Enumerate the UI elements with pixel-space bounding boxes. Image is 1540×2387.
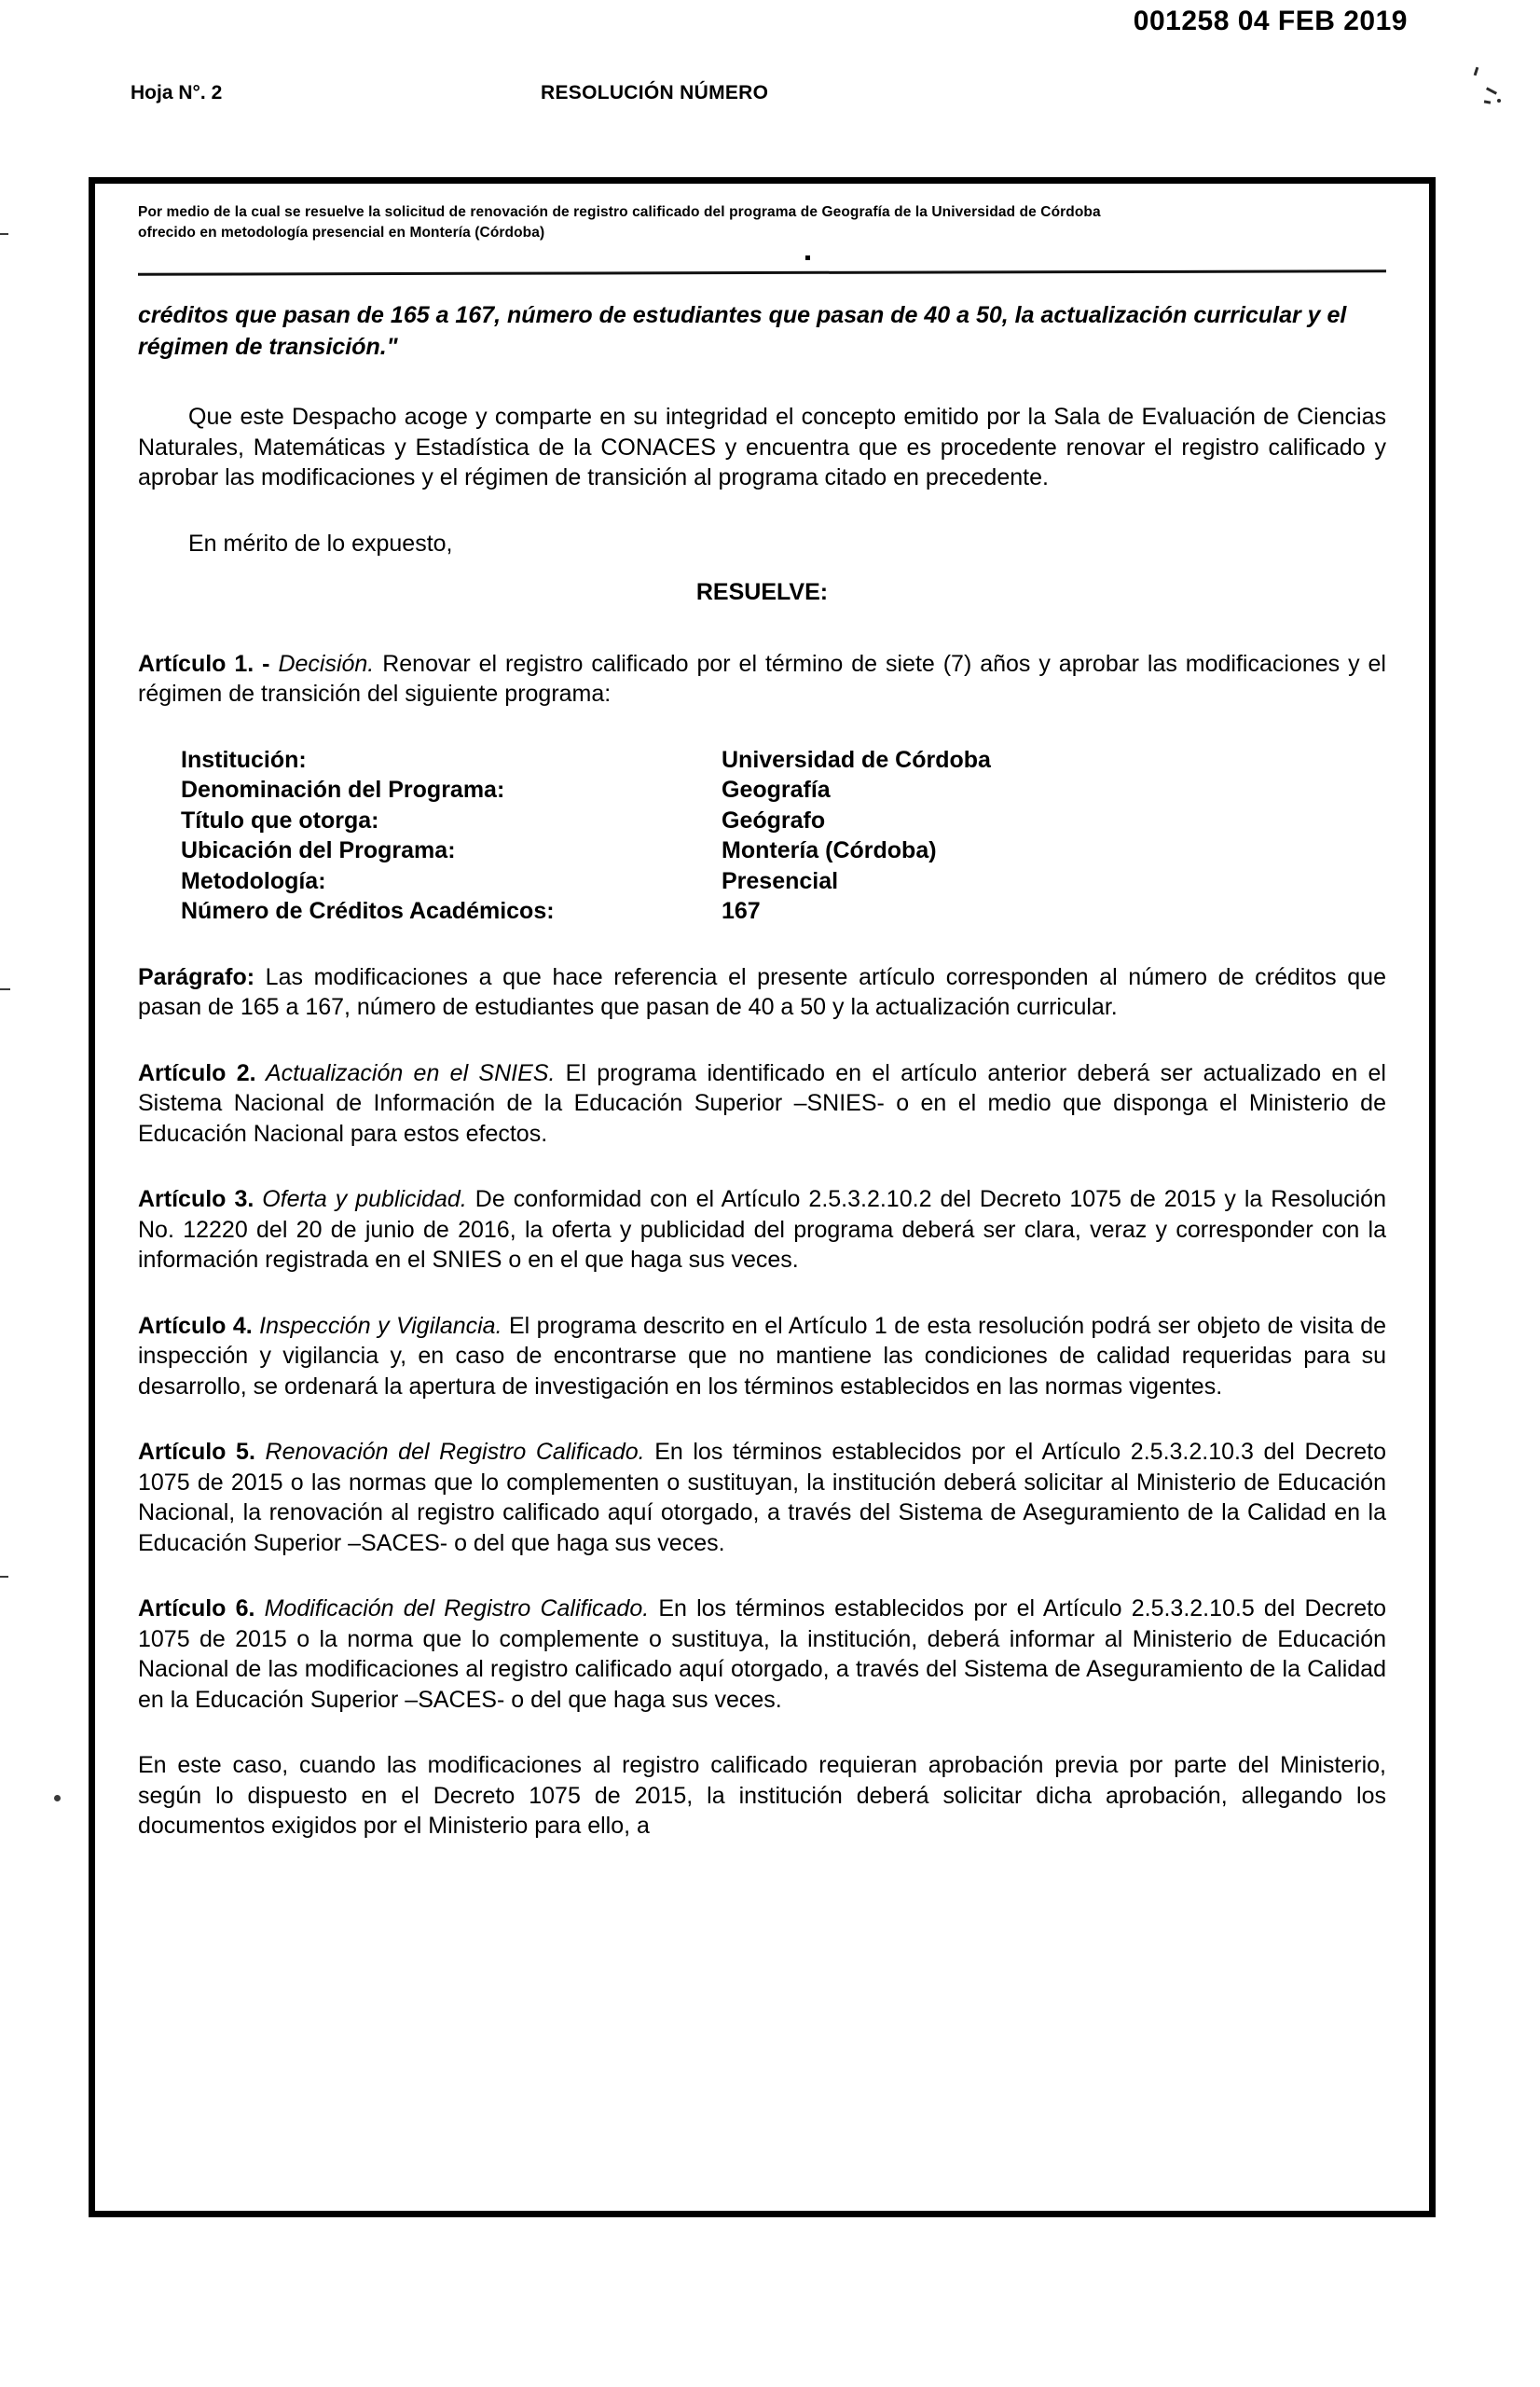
articulo-6 <box>138 1594 1386 1715</box>
table-row <box>138 745 991 776</box>
ink-speck <box>54 1795 61 1801</box>
program-field-value: Presencial <box>722 867 839 894</box>
page-header-row <box>0 82 1540 114</box>
program-field-label: Ubicación del Programa: <box>181 837 456 863</box>
articulo-5-text: En los términos establecidos por el Artículo 2.5.3.2.10.3 del Decreto 1075 de 2015 o las normas que lo complementen o sustituyan, la institución deberá solicitar al Ministerio de Educación Nacional, la renovación al registro calificado aquí otorgado, a través del Sistema de Aseguramiento de la Calidad en la Educación Superior –SACES- o del que haga sus veces. <box>138 1439 1386 1556</box>
articulo-3-number: Artículo 3. <box>138 1186 254 1212</box>
ink-speck <box>805 255 810 260</box>
articulo-6-number: Artículo 6. <box>138 1595 255 1621</box>
program-details-body <box>138 745 991 927</box>
paragrafo-text: Las modificaciones a que hace referencia el presente artículo corresponden al número de créditos que pasan de 165 a 167, número de estudiantes que pasan de 40 a 50 y la actualización curricular. <box>138 963 1386 1020</box>
quoted-fragment: créditos que pasan de 165 a 167, número de estudiantes que pasan de 40 a 50, la actualización curricular y el régimen de transición." <box>138 302 1347 360</box>
table-row <box>138 866 991 897</box>
closing-paragraph: En este caso, cuando las modificaciones al registro calificado requieran aprobación previa por parte del Ministerio, según lo dispuesto en el Decreto 1075 de 2015, la institución deberá solicitar dicha aprobación, allegando los documentos exigidos por el Ministerio para ello, a <box>138 1752 1386 1839</box>
program-field-label: Número de Créditos Académicos: <box>181 898 555 924</box>
articulo-3 <box>138 1184 1386 1276</box>
articulo-6-text: En los términos establecidos por el Artículo 2.5.3.2.10.5 del Decreto 1075 de 2015 o la norma que lo complemente o sustituya, la institución, deberá informar al Ministerio de Educación Nacional de las modificaciones al registro calificado aquí otorgado, a través del Sistema de Aseguramiento de la Calidad en la Educación Superior –SACES- o del que haga sus veces. <box>138 1595 1386 1713</box>
table-row <box>138 806 991 836</box>
articulo-2 <box>138 1058 1386 1150</box>
articulo-3-title: Oferta y publicidad. <box>254 1186 467 1212</box>
program-field-label: Título que otorga: <box>181 807 379 834</box>
resolution-stamp-number: 001258 04 FEB 2019 <box>1133 6 1408 36</box>
program-field-label: Metodología: <box>181 867 326 894</box>
program-field-value: Geógrafo <box>722 807 826 834</box>
table-row <box>138 896 991 927</box>
paragraph-merito: En mérito de lo expuesto, <box>188 530 453 557</box>
resolution-body <box>129 300 1396 1842</box>
articulo-1-number: Artículo 1. - <box>138 650 279 677</box>
resolution-number-label: RESOLUCIÓN NÚMERO <box>541 82 769 103</box>
sheet-number-label: Hoja N°. 2 <box>131 82 223 103</box>
articulo-4 <box>138 1311 1386 1402</box>
horizontal-divider <box>138 269 1386 276</box>
ink-speck <box>0 233 8 235</box>
paragrafo-block <box>138 962 1386 1023</box>
program-field-value: Universidad de Córdoba <box>722 746 991 773</box>
program-field-value: Montería (Córdoba) <box>722 837 937 863</box>
table-row <box>138 775 991 806</box>
articulo-1-text: Renovar el registro calificado por el término de siete (7) años y aprobar las modificaciones y el régimen de transición del siguiente programa: <box>138 650 1386 707</box>
articulo-1 <box>138 649 1386 710</box>
articulo-5-number: Artículo 5. <box>138 1439 255 1465</box>
ink-speck <box>0 988 10 990</box>
articulo-2-number: Artículo 2. <box>138 1059 256 1086</box>
epigraph-line-1: Por medio de la cual se resuelve la solicitud de renovación de registro calificado del programa de Geografía de la Universidad de Córdoba <box>138 204 1101 220</box>
articulo-3-text: De conformidad con el Artículo 2.5.3.2.10.2 del Decreto 1075 de 2015 y la Resolución No. 12220 del 20 de junio de 2016, la oferta y publicidad del programa deberá ser clara, veraz y corresponder con la información registrada en el SNIES o en el que haga sus veces. <box>138 1186 1386 1273</box>
articulo-4-title: Inspección y Vigilancia. <box>252 1312 502 1339</box>
articulo-4-number: Artículo 4. <box>138 1312 253 1339</box>
articulo-5 <box>138 1437 1386 1558</box>
articulo-6-title: Modificación del Registro Calificado. <box>254 1595 650 1621</box>
articulo-5-title: Renovación del Registro Calificado. <box>254 1439 645 1465</box>
table-row <box>138 835 991 866</box>
epigraph-line-2: ofrecido en metodología presencial en Montería (Córdoba) <box>138 225 545 241</box>
resuelve-heading: RESUELVE: <box>695 579 829 605</box>
paragraph-despacho: Que este Despacho acoge y comparte en su integridad el concepto emitido por la Sala de Evaluación de Ciencias Naturales, Matemáticas y Estadística de la CONACES y encuentra que es procedente renovar el registro calificado y aprobar las modificaciones y el régimen de transición al programa citado en precedente. <box>138 404 1386 490</box>
articulo-4-text: El programa descrito en el Artículo 1 de esta resolución podrá ser objeto de visita de inspección y vigilancia y, en caso de encontrarse que no mantiene las condiciones de calidad requeridas para su desarrollo, se ordenará la apertura de investigación en los términos establecidos en las normas vigentes. <box>138 1312 1387 1400</box>
epigraph-block <box>129 202 1396 243</box>
program-field-label: Institución: <box>181 746 307 773</box>
articulo-2-title: Actualización en el SNIES. <box>255 1059 556 1086</box>
page-content-frame <box>89 177 1436 2217</box>
articulo-1-title: Decisión. <box>278 650 375 677</box>
program-details-table <box>138 745 991 927</box>
paragrafo-label: Parágrafo: <box>138 963 255 990</box>
ink-speck <box>0 1576 8 1578</box>
program-field-value: 167 <box>722 898 761 924</box>
program-field-value: Geografía <box>722 777 831 803</box>
articulo-2-text: El programa identificado en el artículo anterior deberá ser actualizado en el Sistema Nacional de Información de la Educación Superior –SNIES- o en el medio que disponga el Ministerio de Educación Nacional para estos efectos. <box>138 1059 1386 1147</box>
program-field-label: Denominación del Programa: <box>181 777 505 803</box>
